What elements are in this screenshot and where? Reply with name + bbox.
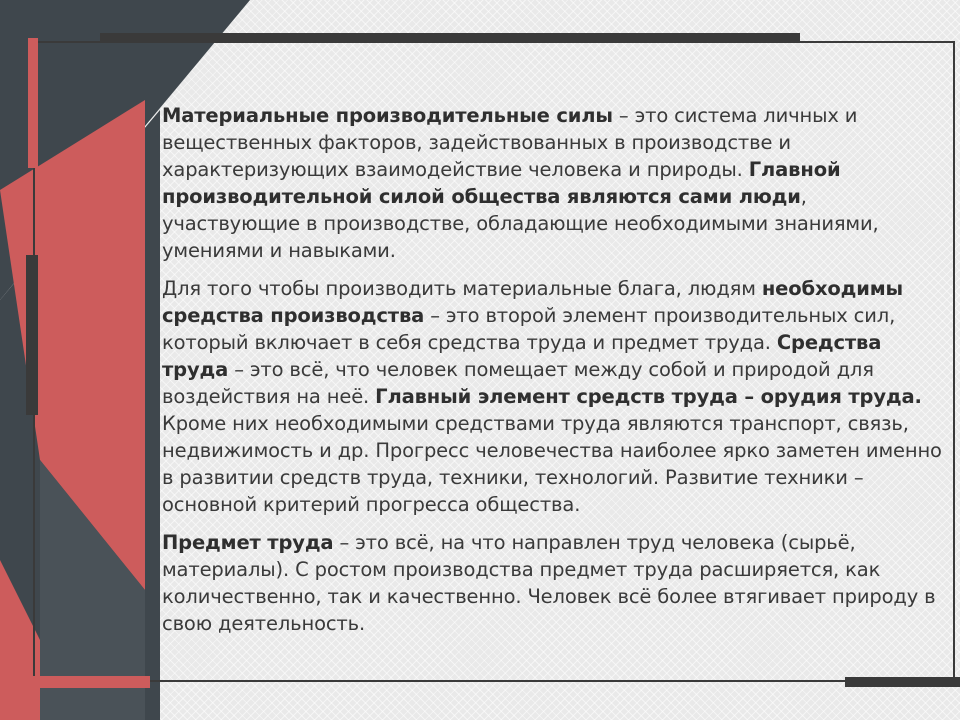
segment: Главный элемент средств труда – орудия труда. bbox=[375, 385, 922, 408]
bottom-bar-dark bbox=[845, 677, 960, 687]
top-bar-red bbox=[28, 38, 38, 168]
segment: Средства труда bbox=[162, 331, 882, 381]
slide-text bbox=[162, 102, 947, 648]
frame-line-bottom bbox=[33, 680, 955, 682]
left-bar-dark bbox=[26, 255, 38, 415]
top-bar-dark bbox=[100, 33, 800, 42]
segment: Для того чтобы производить материальные блага, людям bbox=[162, 277, 762, 300]
segment: Главной производительной силой общества являются сами люди bbox=[162, 158, 841, 208]
paragraph-means-of-production bbox=[162, 275, 947, 518]
paragraph-object-of-labor bbox=[162, 529, 947, 637]
bottom-bar-red bbox=[28, 676, 150, 688]
segment: Материальные производительные силы bbox=[162, 104, 613, 127]
segment: Кроме них необходимыми средствами труда являются транспорт, связь, недвижимость и др. Прогресс человечества наиболее ярко заметен именно в развитии средств труда, техники, технологий. Развитие техники – основной критерий прогресса общества. bbox=[162, 412, 942, 516]
paragraph-productive-forces bbox=[162, 102, 947, 264]
segment: – это всё, на что направлен труд человека (сырьё, материалы). С ростом производства предмет труда расширяется, как количественно, так и качественно. Человек всё более втягивает природу в свою деятельность. bbox=[162, 531, 936, 635]
segment: – это всё, что человек помещает между собой и природой для воздействия на неё. bbox=[162, 358, 874, 408]
segment: Предмет труда bbox=[162, 531, 334, 554]
segment: – это система личных и вещественных факторов, задействованных в производстве и характеризующих взаимодействие человека и природы. bbox=[162, 104, 858, 181]
frame-line-right bbox=[953, 41, 955, 682]
segment: – это второй элемент производительных сил, который включает в себя средства труда и предмет труда. bbox=[162, 304, 896, 354]
segment: , участвующие в производстве, обладающие необходимыми знаниями, умениями и навыками. bbox=[162, 185, 879, 262]
segment: необходимы средства производства bbox=[162, 277, 904, 327]
